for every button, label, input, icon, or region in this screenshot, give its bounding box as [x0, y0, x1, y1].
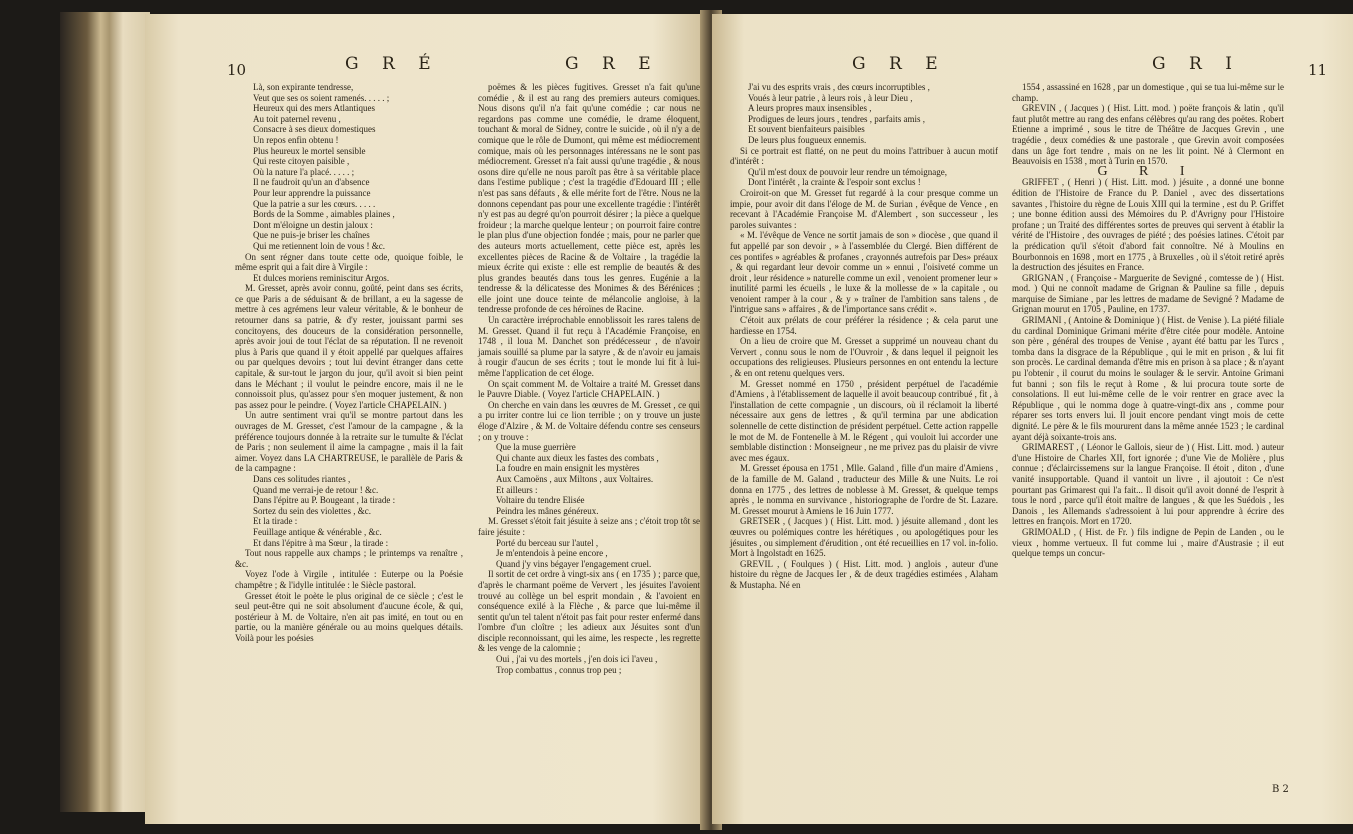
paragraph: GRIFFET , ( Henri ) ( Hist. Litt. mod. ) jésuite , a donné une bonne édition de l'Histoire de France du P. Daniel , avec des dissertations savantes , l'histoire du règne de Louis XIII qui la termine , est du P. Griffet ; une bonne édition aussi des Mémoires du P. d'Avrigny pour l'Histoire profane ; un Traité des différentes sortes de preuves qui servent à établir la vérité de l'Histoire , des ouvrages de piété ; des poésies latines. C'étoit par la prédication qu'il s'étoit d'abord fait connoître. Né à Moulins en Bourbonnois en 1698 , mort en 1775 , à Bruxelles , où il s'étoit retiré après la destruction des jésuites en France.: [1012, 177, 1284, 273]
verse-line: Peindra les mânes généreux.: [496, 505, 599, 516]
verse-line: Prodigues de leurs jours , tendres , parfaits amis ,: [748, 113, 925, 124]
running-head-col2: G R I: [1152, 54, 1241, 74]
paragraph: Un caractère irréprochable ennoblissoit les rares talens de M. Gresset. Quand il fut reçu à l'Académie Françoise, en 1748 , il loua M. Danchet son prédécesseur , de n'avoir jamais souillé sa plume par la satyre , & de n'avoir eu jamais à rougir d'aucun de ses écrits ; tout le monde lui fit à lui-même l'application de cet éloge.: [478, 315, 700, 379]
paragraph: M. Gresset s'étoit fait jésuite à seize ans ; c'étoit trop tôt se faire jésuite :: [478, 516, 700, 537]
verse-line: La foudre en main ensignit les mystères: [496, 463, 640, 474]
paragraph: C'étoit aux prélats de cour préférer la résidence ; & cela parut une hardiesse en 1754.: [730, 315, 998, 336]
paragraph: Croiroit-on que M. Gresset fut regardé à la cour presque comme un impie, pour avoir dit dans l'éloge de M. de Surian , évêque de Vence , en recevant à l'Académie Françoise M. d'Alembert , son successeur , les paroles suivantes :: [730, 187, 998, 230]
verse-line: De leurs plus fougueux ennemis.: [748, 134, 867, 145]
verse-line: Pour leur apprendre la puissance: [253, 187, 371, 198]
paragraph: Tout nous rappelle aux champs ; le printemps va renaître , &c.: [235, 548, 463, 569]
paragraph: M. Gresset, après avoir connu, goûté, peint dans ses écrits, ce que Paris a de séduisant & de brillant, a eu la sagesse de mettre à ces agrémens leur valeur véritable, & le bonheur de retourner dans sa patrie, & d'y rester, jouissant parmi ses concitoyens, des douceurs de la considération personnelle, après avoir joui de tout l'éclat de sa réputation. Il ne revenoit plus à Paris que quand il y étoit appellé par quelques affaires ou par quelques devoirs ; tout lui devint étranger dans cette capitale, & sur-tout le jargon du jour, qu'il avoit si bien peint dans le Méchant ; il voulut le peindre encore, mais il ne le connoissoit plus, qu'assez pour s'en moquer justement, & non pas assez pour le peindre. ( Voyez l'article CHAPELAIN. ): [235, 283, 463, 410]
verse-line: Un repos enfin obtenu !: [253, 134, 339, 145]
paragraph: Gresset étoit le poète le plus original de ce siècle ; c'est le seul peut-être qui ne soit absolument d'aucune école, & qui, postérieur à M. de Voltaire, n'en ait pas imité, en tout ou en partie, ou la manière générale ou au moins quelques détails. Voilà pour les poésies: [235, 590, 463, 643]
paragraph: GRIGNAN , ( Françoise - Marguerite de Sevigné , comtesse de ) ( Hist. mod. ) Qui ne connoît madame de Grignan & Pauline sa fille , depuis marquise de Simiane , par les lettres de madame de Sevigné ? Madame de Grignan mourut en 1705 , Pauline, en 1737.: [1012, 272, 1284, 315]
section-heading: G R I: [1097, 163, 1199, 179]
verse-line: Plus heureux le mortel sensible: [253, 145, 366, 156]
paragraph: GRIMAREST , ( Léonor le Gallois, sieur de ) ( Hist. Litt. mod. ) auteur d'une Histoire de Charles XII, fort ignorée ; d'une Vie de Molière , plus connue ; d'éclaircissemens sur la langue Françoise. Il étoit , diton , d'une vanité insupportable. Quand il vantoit un livre , il ajoutoit : Ce n'est pourtant pas Grimarest qui l'a fait... Il disoit qu'il avoit donné de l'esprit à tous le nord , parce qu'il étoit maître de langues , & que les Suédois , les Danois , les Allemands s'adressoient à lui pour apprendre à écrire des lettres en françois. Mort en 1720.: [1012, 442, 1284, 527]
verse-line: Que la patrie a sur les cœurs. . . . .: [253, 198, 376, 209]
verse-line: Dans l'épitre au P. Bougeant , la tirade :: [253, 495, 396, 506]
paragraph: On sçait comment M. de Voltaire a traité M. Gresset dans le Pauvre Diable. ( Voyez l'article CHAPELAIN. ): [478, 378, 700, 400]
verse-line: Et souvent bienfaiteurs paisibles: [748, 124, 865, 135]
verse-line: Qui reste citoyen paisible ,: [253, 156, 350, 167]
verse-line: Oui , j'ai vu des mortels , j'en dois ici l'aveu ,: [496, 654, 658, 665]
verse-line: J'ai vu des esprits vrais , des cœurs incorruptibles ,: [748, 82, 930, 92]
verse-line: Bords de la Somme , aimables plaines ,: [253, 209, 395, 220]
verse-line: Veut que ses os soient ramenés. . . . . ;: [253, 92, 390, 103]
verse-line: Consacre à ses dieux domestiques: [253, 124, 376, 135]
paragraph: GRIMOALD , ( Hist. de Fr. ) fils indigne de Pepin de Landen , ou le vieux , homme vertueux. Il fut comme lui , maire d'Austrasie ; il eut quelque temps un concur-: [1012, 526, 1284, 559]
running-head: G R É: [345, 54, 440, 74]
verse-line: Aux Camoëns , aux Miltons , aux Voltaires.: [496, 473, 654, 484]
verse-line: Qui chante aux dieux les fastes des combats ,: [496, 452, 659, 463]
catchword: B 2: [1272, 784, 1289, 795]
verse-line: Et ailleurs :: [496, 484, 538, 495]
paragraph: On cherche en vain dans les œuvres de M. Gresset , ce qui a pu irriter contre lui ce lion terrible ; on y trouve un juste éloge d'Alzire , & M. de Voltaire défendu contre ses censeurs ; on y trouve :: [478, 399, 700, 442]
right-column-1: [730, 82, 998, 591]
verse-line: Heureux qui des mers Atlantiques: [253, 103, 375, 114]
paragraph: GRIMANI , ( Antoine & Dominique ) ( Hist. de Venise ). La piété filiale du cardinal Dominique Grimani mérite d'être citée pour modèle. Antoine son père , général des troupes de Venise , ayant été battu par les Turcs , tomba dans la disgrace de la République , qui le mit en prison , & lui fit son procès. Le cardinal demanda d'être mis en prison à sa place ; & n'ayant pu l'obtenir , il courut du moins le soulager & le servir. Antoine Grimani fut banni ; son fils le reçut à Rome , & lui procura toute sorte de consolations. Il eut lui-même celle de le voir rentrer en grace avec la République , qui le nomma doge à quatre-vingt-dix ans , comme pour réparer ses torts envers lui. Il jouit encore pendant vingt mois de cette dignité. Le père & le fils moururent dans la même année 1523 ; le cardinal ayant déjà soixante-trois ans.: [1012, 315, 1284, 442]
verse-line: Là, son expirante tendresse,: [253, 82, 354, 92]
paragraph: GRETSER , ( Jacques ) ( Hist. Litt. mod. ) jésuite allemand , dont les œuvres ou polémiques contre les hérétiques , ou apologétiques pour les jésuites , ou simplement d'érudition , ont été recueillies en 17 vol. in-folio. Mort à Ingolstadt en 1625.: [730, 516, 998, 559]
left-column-2: [478, 82, 700, 675]
verse-line: Dans ces solitudes riantes ,: [253, 473, 351, 484]
verse-line: Dont m'éloigne un destin jaloux :: [253, 219, 373, 230]
verse-line: Qu'il m'est doux de pouvoir leur rendre un témoignage,: [748, 166, 947, 177]
verse-line: Sortez du sein des violettes , &c.: [253, 505, 371, 516]
running-head: G R E: [852, 54, 947, 74]
verse-line: Il ne faudroit qu'un an d'absence: [253, 177, 370, 188]
verse-line: Dont l'intérêt , la crainte & l'espoir sont exclus !: [748, 177, 921, 188]
verse-line: Et dans l'épitre à ma Sœur , la tirade :: [253, 537, 389, 548]
paragraph: « M. l'évêque de Vence ne sortit jamais de son » diocèse , que quand il fut appellé par son devoir , » à l'assemblée du Clergé. Bien différent de ces pontifes » agréables & profanes , crayonnés autrefois par Des» préaux , & qui regardant leur devoir comme un » ennui , l'oisiveté comme un droit , leur résidence » naturelle comme un exil , venoient promener leur » inutilité parmi les écueils , le luxe & la mollesse de » la capitale , ou venoient ramper à la cour , & y » traîner de l'ambition sans talens , de l'intrigue sans » affaires , & de l'importance sans crédit ».: [730, 230, 998, 315]
paragraph: poëmes & les pièces fugitives. Gresset n'a fait qu'une comédie , & il est au rang des premiers auteurs comiques. Nous disons qu'il n'a fait qu'une comédie ; car nous ne regardons pas comme une comédie, le drame éloquent, touchant & moral de Sidney, contre le suicide , où il n'y a de comique que le rôle de Dumont, qui même est médiocrement comique, mais où les personnages intéressans ne le sont pas médiocrement. Gresset n'a fait aussi qu'une tragédie , & nous osons dire qu'elle ne nous paroît pas être à sa véritable place dans l'estime publique ; c'est la tragédie d'Edouard III ; elle n'est pas sans défauts , & elle mérite fort de l'être. Nous ne la donnons cependant pas pour une excellente tragédie : l'intérêt n'y est pas au degré qu'on pourroit désirer ; la pièce a quelque froideur ; la marche quelque lenteur ; on pourroit faire contre le plan plus d'une objection fondée ; mais, pour ne parler que des auteurs morts actuellement, cette pièce est, après les excellentes pièces de Racine & de Voltaire , la tragédie la mieux écrite qui existe : elle est remplie de beautés & des plus grandes beautés dans tous les genres. Eugénie a la tendresse & la délicatesse des Monimes & des Bérénices ; elle joint une douce teinte de mélancolie angloise, à la tendresse profonde de ces héroïnes de Racine.: [478, 82, 700, 315]
page-number: 11: [1308, 61, 1328, 79]
verse-line: A leurs propres maux insensibles ,: [748, 103, 872, 114]
verse-line: Quand j'y vins bégayer l'engagement cruel.: [496, 558, 652, 569]
verse-line: Et dulces moriens reminiscitur Argos.: [253, 272, 390, 283]
paragraph: GREVIL , ( Foulques ) ( Hist. Litt. mod. ) anglois , auteur d'une histoire du règne de Jacques Ier , & de deux tragédies estimées , Alaham & Mustapha. Né en: [730, 558, 998, 590]
paragraph: Un autre sentiment vrai qu'il se montre partout dans les ouvrages de M. Gresset, c'est l'amour de la campagne , & la préférence toujours donnée à la retraite sur le tumulte & l'éclat de Paris ; non seulement il aime la campagne , mais il la fait aimer. Voyez dans LA CHARTREUSE, le parallèle de Paris & de la campagne :: [235, 410, 463, 474]
verse-line: Porté du berceau sur l'autel ,: [496, 537, 599, 548]
paragraph: 1554 , assassiné en 1628 , par un domestique , qui se tua lui-même sur le champ.: [1012, 82, 1284, 103]
left-page: [145, 14, 709, 824]
right-column-2: [1012, 82, 1284, 559]
page-number: 10: [227, 61, 247, 79]
right-page: [712, 14, 1353, 824]
paragraph: On a lieu de croire que M. Gresset a supprimé un nouveau chant du Ververt , connu sous le nom de l'Ouvroir , & dans lequel il peignoit les occupations des religieuses. Plusieurs personnes en ont entendu la lecture , & en ont retenu quelques vers.: [730, 336, 998, 379]
left-column-1: [235, 82, 463, 643]
paragraph: Si ce portrait est flatté, on ne peut du moins l'attribuer à aucun motif d'intérêt :: [730, 145, 998, 167]
verse-line: Je m'entendois à peine encore ,: [496, 548, 608, 559]
verse-line: Que la muse guerrière: [496, 442, 576, 453]
verse-line: Au toit paternel revenu ,: [253, 113, 341, 124]
running-head-col2: G R E: [565, 54, 660, 74]
paragraph: M. Gresset nommé en 1750 , président perpétuel de l'académie d'Amiens , à l'établissement de laquelle il avoit beaucoup contribué , fit , à l'installation de cette compagnie , un discours, où il réclamoit la liberté nécessaire aux gens de lettres , & qu'il termina par une abdication solennelle de cette distinction de président perpétuel. Cette action rappelle le mot de M. de Fontenelle à M. le Régent , qui vouloit lui accorder une semblable distinction : Monseigneur , ne me privez pas du plaisir de vivre avec mes égaux.: [730, 378, 998, 463]
verse-line: Que ne puis-je briser les chaînes: [253, 230, 370, 241]
verse-line: Voués à leur patrie , à leurs rois , à leur Dieu ,: [748, 92, 913, 103]
paragraph: Voyez l'ode à Virgile , intitulée : Euterpe ou la Poésie champêtre ; & l'idylle intitulée : le Siècle pastoral.: [235, 569, 463, 590]
book-edge: [60, 12, 150, 812]
paragraph: GREVIN , ( Jacques ) ( Hist. Litt. mod. ) poëte françois & latin , qu'il faut plutôt mettre au rang des enfans célèbres qu'au rang des poëtes. Robert Etienne a imprimé , sous le titre de Théâtre de Jacques Grevin , une tragédie , deux comédies & une pastorale , que Grevin avoit composées dans un âge fort tendre , mais on ne les lit point. Né à Clermont en Beauvoisis en 1538 , mort à Turin en 1570.: [1012, 103, 1284, 167]
paragraph: On sent régner dans toute cette ode, quoique foible, le même esprit qui a fait dire à Virgile :: [235, 251, 463, 273]
verse-line: Trop combattus , connus trop peu ;: [496, 664, 622, 675]
verse-line: Où la nature l'a placé. . . . . ;: [253, 166, 355, 177]
paragraph: M. Gresset épousa en 1751 , Mlle. Galand , fille d'un maire d'Amiens , de la famille de M. Galand , traducteur des Mille & une Nuits. Le roi donna en 1775 , des lettres de noblesse à M. Gresset, & quelque temps après , le nomma en survivance , historiographe de l'ordre de St. Lazare. M. Gresset mourut à Amiens le 16 Juin 1777.: [730, 463, 998, 516]
verse-line: Quand me verrai-je de retour ! &c.: [253, 484, 379, 495]
verse-line: Feuillage antique & vénérable , &c.: [253, 526, 382, 537]
verse-line: Et la tirade :: [253, 516, 298, 527]
verse-line: Qui me retiennent loin de vous ! &c.: [253, 240, 385, 251]
verse-line: Voltaire du tendre Elisée: [496, 495, 585, 506]
paragraph: Il sortit de cet ordre à vingt-six ans ( en 1735 ) ; parce que, d'après le charmant poëme de Ververt , les jésuites l'avoient trouvé au collège un bel esprit mondain , & l'avoient en conséquence exilé à la Flèche , & parce que lui-même il sentit qu'un tel talent n'étoit pas fait pour rester enfermé dans l'ombre d'un cloître ; les adieux aux Jésuites sont d'un disciple reconnoissant, qui les aime, les respecte , les regrette & les venge de la calomnie ;: [478, 569, 700, 654]
